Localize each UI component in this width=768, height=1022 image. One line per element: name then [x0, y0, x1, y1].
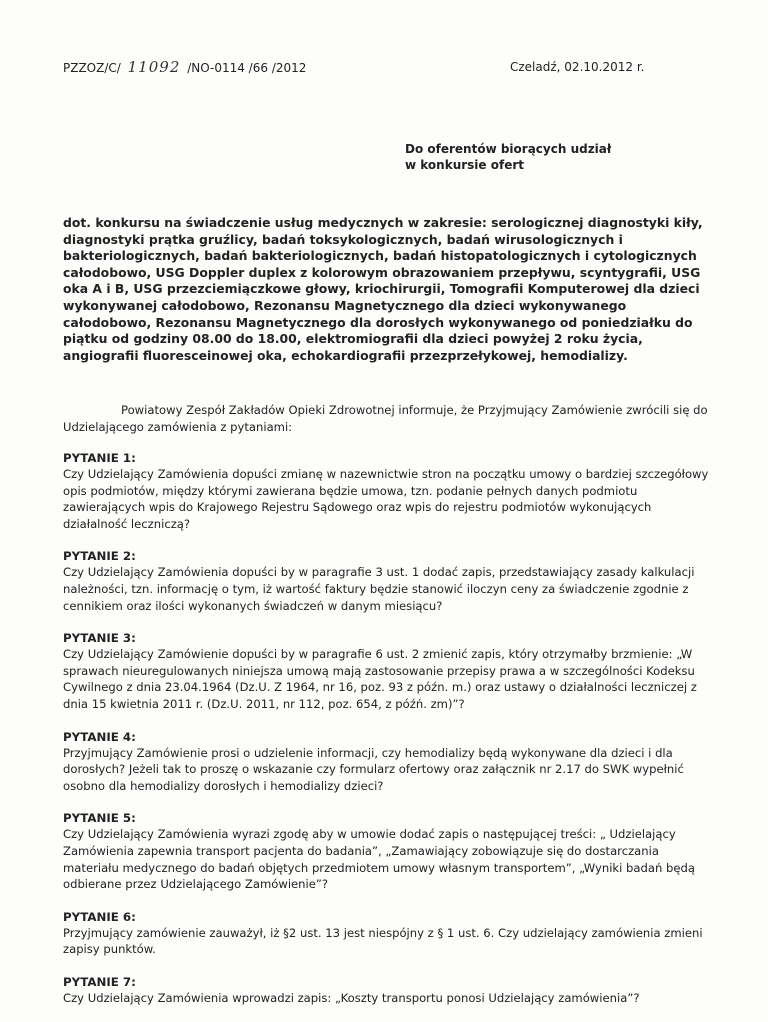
question-title: PYTANIE 1:: [63, 451, 136, 465]
recipient-line-2: w konkursie ofert: [405, 158, 524, 172]
intro-paragraph: Powiatowy Zespół Zakładów Opieki Zdrowotnej informuje, że Przyjmujący Zamówienie zwrócili się do Udzielającego zamówienia z pytaniami:: [63, 403, 708, 434]
question-1: [63, 450, 713, 532]
handwritten-reference: 11092: [127, 58, 181, 76]
question-text: Czy Udzielający Zamówienia dopuści zmianę w nazewnictwie stron na początku umowy o bardziej szczegółowy opis podmiotów, między którymi zawierana będzie umowa, tzn. podanie pełnych danych podmiotu zawierających wpis do Krajowego Rejestru Sądowego oraz wpis do rejestru podmiotów wykonujących działalność leczniczą?: [63, 467, 709, 531]
question-text: Przyjmujący Zamówienie prosi o udzielenie informacji, czy hemodializy będą wykonywane dla dzieci i dla dorosłych? Jeżeli tak to proszę o wskazanie czy formularz ofertowy oraz załącznik nr 2.17 do SWK wypełnić osobno dla hemodializy dorosłych i hemodializy dzieci?: [63, 745, 684, 793]
question-text: Czy Udzielający Zamówienia wprowadzi zapis: „Koszty transportu ponosi Udzielający zamówienia”?: [63, 990, 640, 1005]
question-title: PYTANIE 7:: [63, 974, 136, 989]
place-date: Czeladź, 02.10.2012 r.: [510, 60, 645, 74]
question-4: [63, 729, 713, 795]
question-text: Czy Udzielający Zamówienia wyrazi zgodę aby w umowie dodać zapis o następującej treści: „ Udzielający Zamówienia zapewnia transport pacjenta do badania”, „Zamawiający zobowiązuje się do dostarczania materiału medycznego do badań objętych przedmiotem umowy własnym transportem”, „Wyniki badań będą odbierane przez Udzielającego Zamówienie”?: [63, 827, 695, 892]
question-title: PYTANIE 5:: [63, 811, 136, 826]
question-title: PYTANIE 4:: [63, 729, 136, 744]
subject-paragraph: dot. konkursu na świadczenie usług medycznych w zakresie: serologicznej diagnostyki kiły, diagnostyki prątka gruźlicy, badań toksykologicznych, badań wirusologicznych i bakteriologicznych, badań bakteriologicznych, badań histopatologicznych i cytologicznych całodobowo, USG Doppler duplex z kolorowym obrazowaniem przepływu, scyntygrafii, USG oka A i B, USG przezciemiączkowe głowy, kriochirurgii, Tomografii Komputerowej dla dzieci wykonywanej całodobowo, Rezonansu Magnetycznego dla dzieci wykonywanego całodobowo, Rezonansu Magnetycznego dla dorosłych wykonywanego od poniedziałku do piątku od godziny 08.00 do 18.00, elektromiografii dla dzieci powyżej 2 roku życia, angiografii fluoresceinowej oka, echokardiografii przezprzełykowej, hemodializy.: [63, 215, 703, 363]
recipient-line-1: Do oferentów biorących udział: [405, 142, 612, 156]
question-2: [63, 548, 713, 614]
reference-number: [63, 58, 306, 76]
recipient-block: [405, 141, 611, 173]
question-6: [63, 909, 713, 958]
question-3: [63, 630, 713, 712]
question-text: Przyjmujący zamówienie zauważył, iż §2 ust. 13 jest niespójny z § 1 ust. 6. Czy udzielający zamówienia zmieni zapisy punktów.: [63, 925, 703, 957]
question-5: [63, 810, 713, 892]
question-text: Czy Udzielający Zamówienie dopuści by w paragrafie 6 ust. 2 zmienić zapis, który otrzymałby brzmienie: „W sprawach nieuregulowanych niniejsza umową mają zastosowanie przepisy prawa a w szczególności Kodeksu Cywilnego z dnia 23.04.1964 (Dz.U. Z 1964, nr 16, poz. 93 z późn. m.) oraz ustawy o działalności leczniczej z dnia 15 kwietnia 2011 r. (Dz.U. 2011, nr 112, poz. 654, z późń. zm)”?: [63, 647, 697, 711]
question-title: PYTANIE 2:: [63, 549, 136, 564]
reference-suffix: /NO-0114 /66 /2012: [187, 61, 307, 75]
questions-list: [63, 450, 713, 1022]
reference-prefix: PZZOZ/C/: [63, 61, 121, 75]
question-title: PYTANIE 6:: [63, 909, 136, 924]
question-title: PYTANIE 3:: [63, 631, 136, 646]
question-text: Czy Udzielający Zamówienia dopuści by w paragrafie 3 ust. 1 dodać zapis, przedstawiający zasady kalkulacji należności, tzn. informację o tym, iż wartość faktury będzie stanowić iloczyn ceny za świadczenie zgodnie z cennikiem oraz ilości wykonanych świadczeń w danym miesiącu?: [63, 565, 695, 613]
question-7: [63, 974, 713, 1007]
